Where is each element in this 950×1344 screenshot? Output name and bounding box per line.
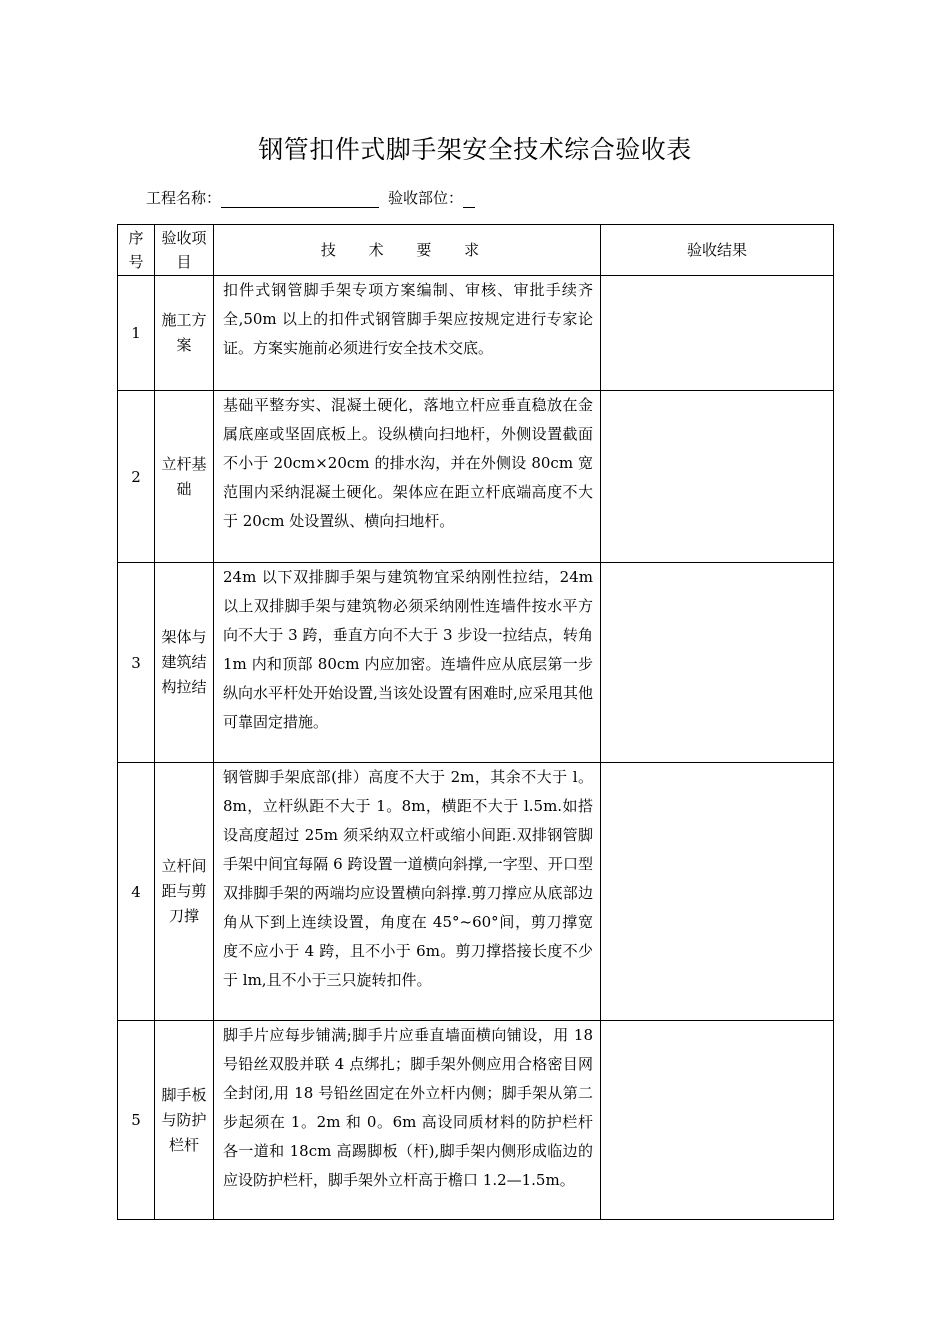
header-requirement-label: 技 术 要 求 (320, 241, 494, 259)
project-name-label: 工程名称： (146, 189, 222, 207)
table-row (118, 563, 834, 763)
row-item: 脚手板与防护栏杆 (155, 1021, 214, 1220)
row-seq: 2 (118, 391, 155, 563)
document-title: 钢管扣件式脚手架安全技术综合验收表 (258, 135, 692, 164)
header-result: 验收结果 (601, 225, 834, 276)
row-result-cell[interactable] (601, 391, 834, 563)
table-row (118, 391, 834, 563)
row-item: 立杆基础 (155, 391, 214, 563)
header-seq: 序号 (118, 225, 155, 276)
row-seq: 5 (118, 1021, 155, 1220)
table-row (118, 276, 834, 391)
row-requirement: 基础平整夯实、混凝土硬化，落地立杆应垂直稳放在金属底座或坚固底板上。设纵横向扫地杆，外侧设置截面不小于 20cm×20cm 的排水沟，并在外侧设 80cm 宽范围内采纳混凝土硬化。架体应在距立杆底端高度不大于 20cm 处设置纵、横向扫地杆。 (214, 391, 601, 563)
row-result-cell[interactable] (601, 1021, 834, 1220)
table-row (118, 1021, 834, 1220)
row-seq: 1 (118, 276, 155, 391)
header-requirement (214, 225, 601, 276)
project-name-field (146, 188, 379, 208)
row-item: 立杆间距与剪刀撑 (155, 763, 214, 1021)
inspection-part-field (388, 188, 475, 208)
row-requirement: 脚手片应每步铺满;脚手片应垂直墙面横向铺设，用 18 号铅丝双股并联 4 点绑扎；脚手架外侧应用合格密目网全封闭,用 18 号铅丝固定在外立杆内侧；脚手架从第二步起须在 1。2m 和 0。6m 高设同质材料的防护栏杆各一道和 18cm 高踢脚板（杆),脚手架内侧形成临边的应设防护栏杆，脚手架外立杆高于檐口 1.2—1.5m。 (214, 1021, 601, 1220)
inspection-part-blank (463, 190, 475, 208)
table-header-row (118, 225, 834, 276)
acceptance-table (117, 224, 834, 1220)
inspection-part-label: 验收部位： (388, 189, 464, 207)
table-row (118, 763, 834, 1021)
row-item: 架体与建筑结构拉结 (155, 563, 214, 763)
row-result-cell[interactable] (601, 563, 834, 763)
row-item: 施工方案 (155, 276, 214, 391)
header-item: 验收项目 (155, 225, 214, 276)
row-result-cell[interactable] (601, 763, 834, 1021)
row-seq: 3 (118, 563, 155, 763)
row-requirement: 24m 以下双排脚手架与建筑物宜采纳刚性拉结，24m 以上双排脚手架与建筑物必须采纳刚性连墙件按水平方向不大于 3 跨，垂直方向不大于 3 步设一拉结点，转角 1m 内和顶部 80cm 内应加密。连墙件应从底层第一步纵向水平杆处开始设置,当该处设置有困难时,应采甩其他可靠固定措施。 (214, 563, 601, 763)
project-name-blank (221, 190, 379, 208)
row-result-cell[interactable] (601, 276, 834, 391)
row-requirement: 扣件式钢管脚手架专项方案编制、审核、审批手续齐全,50m 以上的扣件式钢管脚手架应按规定进行专家论证。方案实施前必须进行安全技术交底。 (214, 276, 601, 391)
row-requirement: 钢管脚手架底部(排）高度不大于 2m，其余不大于 l。8m，立杆纵距不大于 1。8m，横距不大于 l.5m.如搭设高度超过 25m 须采纳双立杆或缩小间距.双排钢管脚手架中间宜每隔 6 跨设置一道横向斜撑,一字型、开口型双排脚手架的两端均应设置横向斜撑.剪刀撑应从底部边角从下到上连续设置，角度在 45°~60°间，剪刀撑宽度不应小于 4 跨，且不小于 6m。剪刀撑搭接长度不少于 lm,且不小于三只旋转扣件。 (214, 763, 601, 1021)
row-seq: 4 (118, 763, 155, 1021)
